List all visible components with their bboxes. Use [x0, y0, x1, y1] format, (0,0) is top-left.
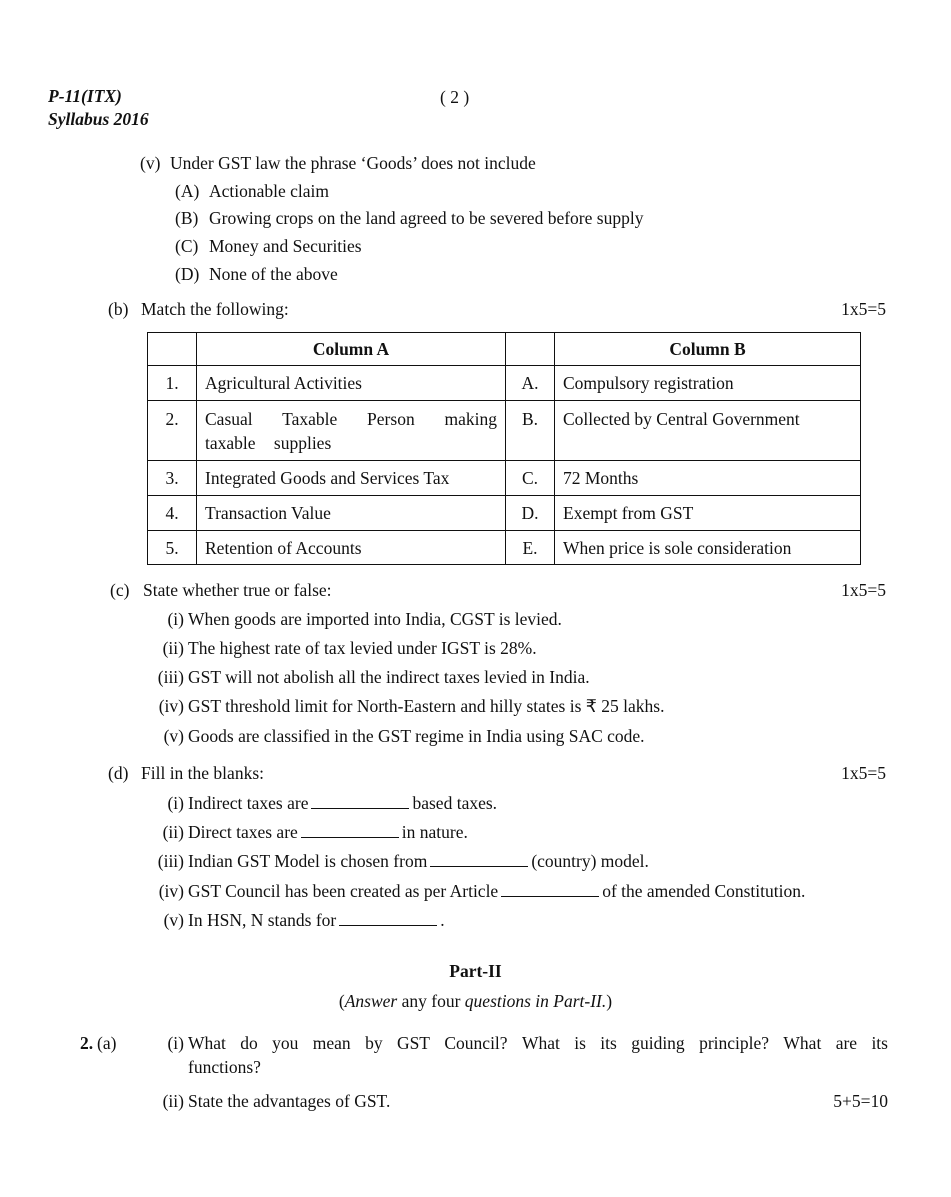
part-ii-instruction: (Answer any four questions in Part-II.): [338, 991, 613, 1011]
q2-marks: 5+5=10: [833, 1091, 888, 1111]
row-num: 4.: [148, 496, 197, 531]
col-a-cell: Casual Taxable Person making taxable supplies: [197, 401, 506, 461]
item-key: (ii): [162, 638, 184, 658]
section-b-text: Match the following:: [141, 299, 289, 319]
item-text: Direct taxes are: [188, 822, 298, 842]
word: by: [365, 1033, 383, 1053]
word: mean: [312, 1033, 351, 1053]
q2-i-text: [188, 1033, 888, 1053]
row-letter: B.: [506, 401, 555, 461]
item-text: The highest rate of tax levied under IGST is 28%.: [188, 638, 537, 658]
item-key: (i): [167, 1033, 184, 1053]
option-key: (C): [175, 236, 199, 256]
option-key: (B): [175, 208, 199, 228]
section-d-label: (d): [108, 763, 129, 783]
item-key: (i): [167, 793, 184, 813]
row-letter: E.: [506, 531, 555, 565]
col-a-header: Column A: [197, 333, 506, 366]
col-a-cell: Agricultural Activities: [197, 366, 506, 401]
item-key: (iii): [157, 851, 184, 871]
item-key: (v): [163, 910, 184, 930]
col-b-cell: 72 Months: [555, 461, 861, 496]
item-key: (iv): [158, 881, 184, 901]
option-text: Money and Securities: [209, 236, 362, 256]
q2-sub-a: (a): [97, 1033, 117, 1053]
q2-ii-text: State the advantages of GST.: [188, 1091, 391, 1111]
col-a-cell: Transaction Value: [197, 496, 506, 531]
col-a-cell: Retention of Accounts: [197, 531, 506, 565]
item-text: of the amended Constitution.: [602, 881, 806, 901]
option-text: Actionable claim: [209, 181, 330, 201]
row-num: 1.: [148, 366, 197, 401]
blank-line: [339, 911, 437, 926]
section-c-marks: 1x5=5: [841, 580, 886, 600]
table-row: [148, 401, 861, 461]
item-text: Goods are classified in the GST regime in India using SAC code.: [188, 726, 645, 746]
page-number: ( 2 ): [440, 87, 470, 107]
col-b-cell: Collected by Central Government: [555, 401, 861, 461]
blank-line: [501, 882, 599, 897]
item-text: in nature.: [401, 822, 468, 842]
match-table: [147, 332, 861, 565]
item-text: based taxes.: [412, 793, 498, 813]
word: Council?: [444, 1033, 508, 1053]
word: principle?: [699, 1033, 770, 1053]
blank-line: [311, 794, 409, 809]
section-d-marks: 1x5=5: [841, 763, 886, 783]
word: you: [272, 1033, 299, 1053]
item-key: (v): [163, 726, 184, 746]
col-b-cell: When price is sole consideration: [555, 531, 861, 565]
word: its: [600, 1033, 617, 1053]
syllabus: Syllabus 2016: [48, 109, 149, 129]
question-2-number: 2.: [80, 1033, 94, 1053]
row-letter: D.: [506, 496, 555, 531]
item-text: Indirect taxes are: [188, 793, 309, 813]
section-d-text: Fill in the blanks:: [141, 763, 264, 783]
section-c-label: (c): [110, 580, 130, 600]
col-a-cell: Integrated Goods and Services Tax: [197, 461, 506, 496]
item-key: (ii): [162, 1091, 184, 1111]
item-text: .: [440, 910, 445, 930]
q-number: (v): [140, 153, 161, 173]
row-num: 3.: [148, 461, 197, 496]
col-b-cell: Exempt from GST: [555, 496, 861, 531]
part-ii-title: Part-II: [449, 961, 502, 981]
section-b-label: (b): [108, 299, 129, 319]
word: What: [521, 1033, 560, 1053]
table-row: [148, 461, 861, 496]
word: guiding: [631, 1033, 685, 1053]
item-text: In HSN, N stands for: [188, 910, 337, 930]
table-row: [148, 531, 861, 565]
col-b-cell: Compulsory registration: [555, 366, 861, 401]
word: What: [783, 1033, 822, 1053]
word: are: [835, 1033, 858, 1053]
option-key: (D): [175, 264, 200, 284]
section-c-text: State whether true or false:: [143, 580, 332, 600]
row-num: 2.: [148, 401, 197, 461]
blank-line: [430, 852, 528, 867]
option-key: (A): [175, 181, 200, 201]
row-letter: C.: [506, 461, 555, 496]
item-text: When goods are imported into India, CGST is levied.: [188, 609, 562, 629]
option-text: Growing crops on the land agreed to be severed before supply: [209, 208, 644, 228]
item-text: GST will not abolish all the indirect taxes levied in India.: [188, 667, 590, 687]
option-text: None of the above: [209, 264, 338, 284]
blank-line: [301, 823, 399, 838]
item-text: GST threshold limit for North-Eastern and hilly states is ₹ 25 lakhs.: [188, 696, 665, 716]
item-text: Indian GST Model is chosen from: [188, 851, 428, 871]
q-text: Under GST law the phrase ‘Goods’ does not include: [170, 153, 536, 173]
section-b-marks: 1x5=5: [841, 299, 886, 319]
row-num: 5.: [148, 531, 197, 565]
row-letter: A.: [506, 366, 555, 401]
word: GST: [396, 1033, 430, 1053]
table-row: [148, 496, 861, 531]
col-b-header: Column B: [555, 333, 861, 366]
paper-code: P-11(ITX): [48, 86, 122, 106]
item-text: GST Council has been created as per Article: [188, 881, 499, 901]
item-text: (country) model.: [531, 851, 649, 871]
table-row: [148, 366, 861, 401]
item-key: (i): [167, 609, 184, 629]
item-key: (iv): [158, 696, 184, 716]
word: is: [574, 1033, 586, 1053]
item-key: (iii): [157, 667, 184, 687]
item-key: (ii): [162, 822, 184, 842]
word: do: [240, 1033, 258, 1053]
q2-i-text-cont: functions?: [188, 1057, 261, 1077]
word: What: [188, 1033, 226, 1053]
word: its: [871, 1033, 888, 1053]
